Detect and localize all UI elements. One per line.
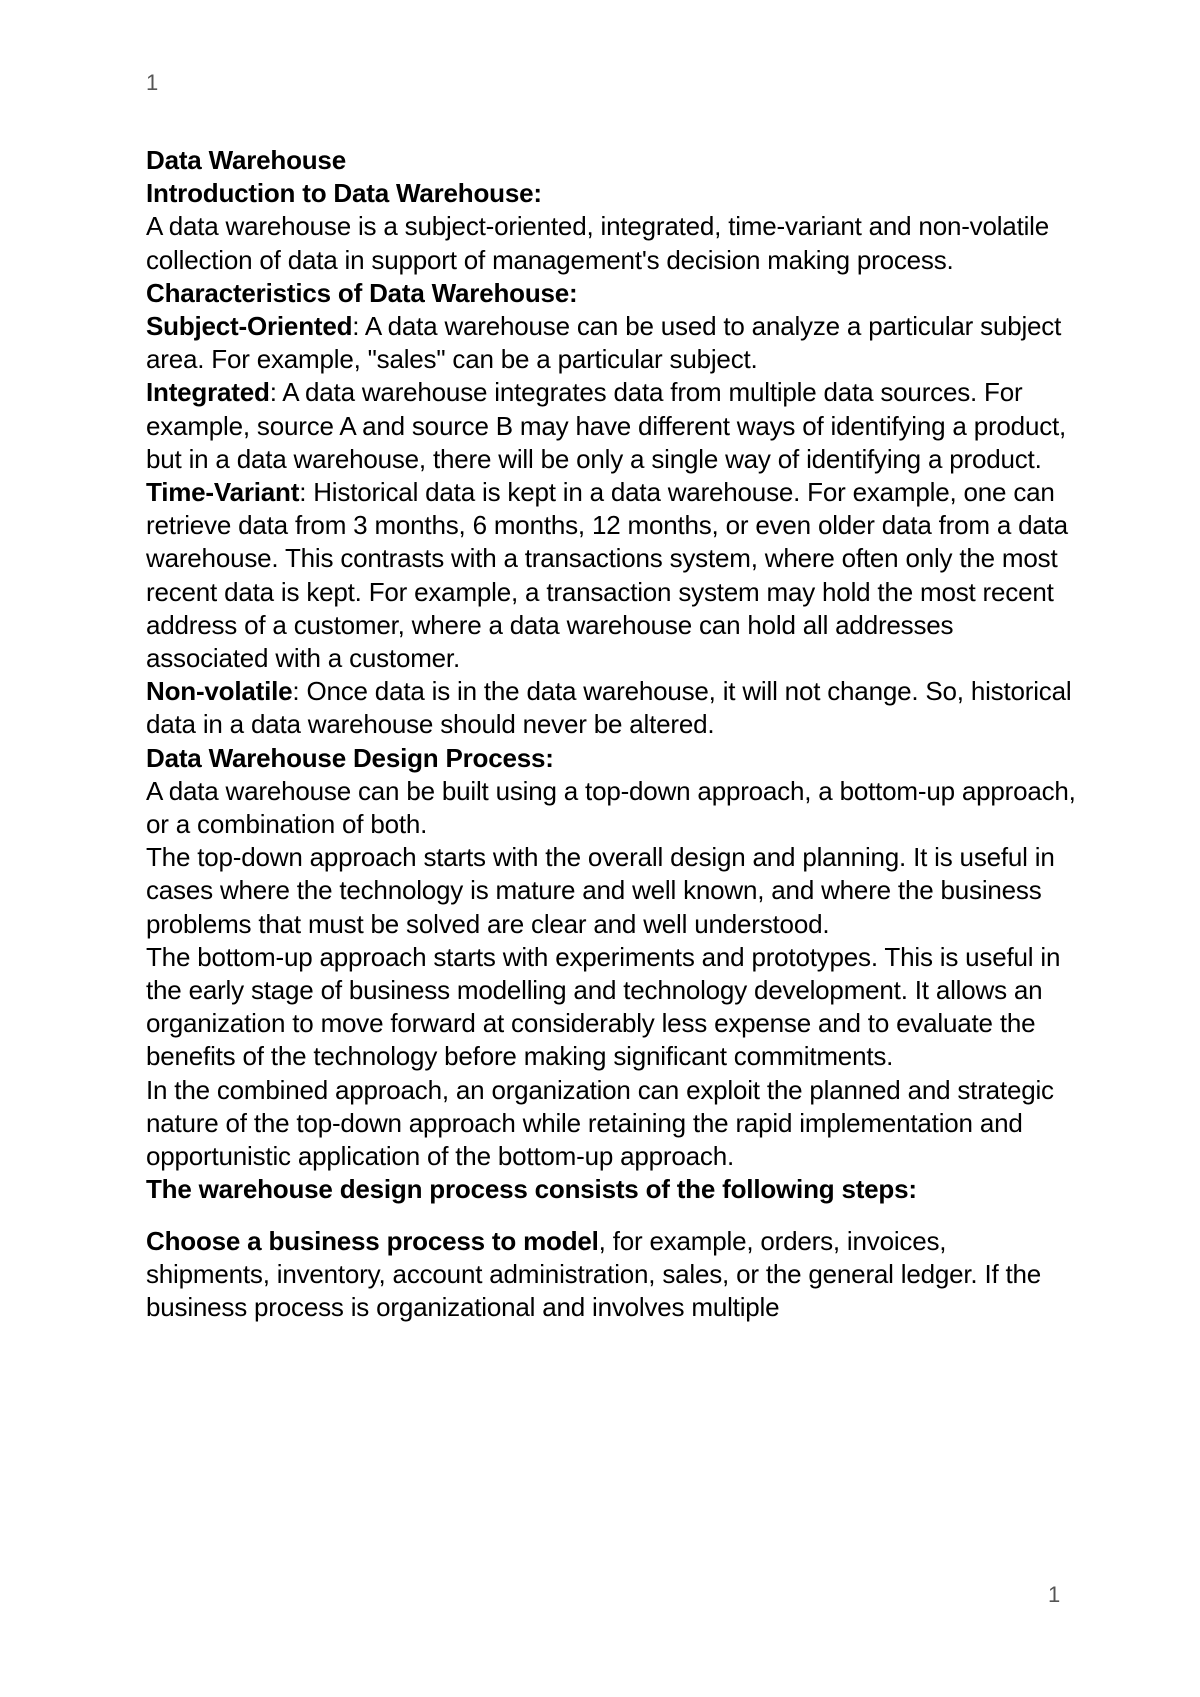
design-paragraph-4: In the combined approach, an organization can exploit the planned and strategic nature of the top-down approach while retaining the rapid implementation and opportunistic application of the bottom-up approach. xyxy=(146,1074,1054,1172)
non-volatile-term: Non-volatile xyxy=(146,676,293,707)
step-1-paragraph: Choose a business process to model, for example, orders, invoices, shipments, inventory, account administration, sales, or the general ledger. If the business process is organizational and involves multiple xyxy=(146,1225,1042,1322)
design-paragraph-1: A data warehouse can be built using a top-down approach, a bottom-up approach, or a combination of both. xyxy=(146,775,1076,840)
header-page-number: 1 xyxy=(146,70,159,95)
design-paragraph-3: The bottom-up approach starts with experiments and prototypes. This is useful in the early stage of business modelling and technology development. It allows an organization to move forward at considerably less expense and to evaluate the benefits of the technology before making significant commitments. xyxy=(146,941,1061,1072)
intro-paragraph: A data warehouse is a subject-oriented, integrated, time-variant and non-volatile collection of data in support of management's decision making process. xyxy=(146,211,1050,275)
design-paragraph-2: The top-down approach starts with the overall design and planning. It is useful in cases where the technology is mature and well known, and where the business problems that must be solved are clear and well understood. xyxy=(146,842,1055,939)
non-volatile-paragraph: Non-volatile: Once data is in the data warehouse, it will not change. So, historical data in a data warehouse should never be altered. xyxy=(146,676,1072,740)
subject-oriented-term: Subject-Oriented xyxy=(146,311,353,342)
intro-heading: Introduction to Data Warehouse: xyxy=(146,178,542,209)
spacer xyxy=(146,1207,1076,1225)
document-title: Data Warehouse xyxy=(146,145,346,175)
step-1-term: Choose a business process to model xyxy=(146,1225,599,1256)
integrated-paragraph: Integrated: A data warehouse integrates data from multiple data sources. For example, source A and source B may have different ways of identifying a product, but in a data warehouse, there will be only a single way of identifying a product. xyxy=(146,377,1067,474)
footer-page-number: 1 xyxy=(1048,1582,1061,1607)
design-process-heading: Data Warehouse Design Process: xyxy=(146,742,554,773)
document-body xyxy=(146,144,1076,1324)
time-variant-term: Time-Variant xyxy=(146,477,300,508)
subject-oriented-paragraph: Subject-Oriented: A data warehouse can be used to analyze a particular subject area. For example, "sales" can be a particular subject. xyxy=(146,311,1062,375)
integrated-term: Integrated xyxy=(146,377,270,408)
time-variant-paragraph: Time-Variant: Historical data is kept in a data warehouse. For example, one can retrieve data from 3 months, 6 months, 12 months, or even older data from a data warehouse. This contrasts with a transactions system, where often only the most recent data is kept. For example, a transaction system may hold the most recent address of a customer, where a data warehouse can hold all addresses associated with a customer. xyxy=(146,477,1068,674)
steps-heading: The warehouse design process consists of the following steps: xyxy=(146,1174,917,1205)
characteristics-heading: Characteristics of Data Warehouse: xyxy=(146,277,578,308)
